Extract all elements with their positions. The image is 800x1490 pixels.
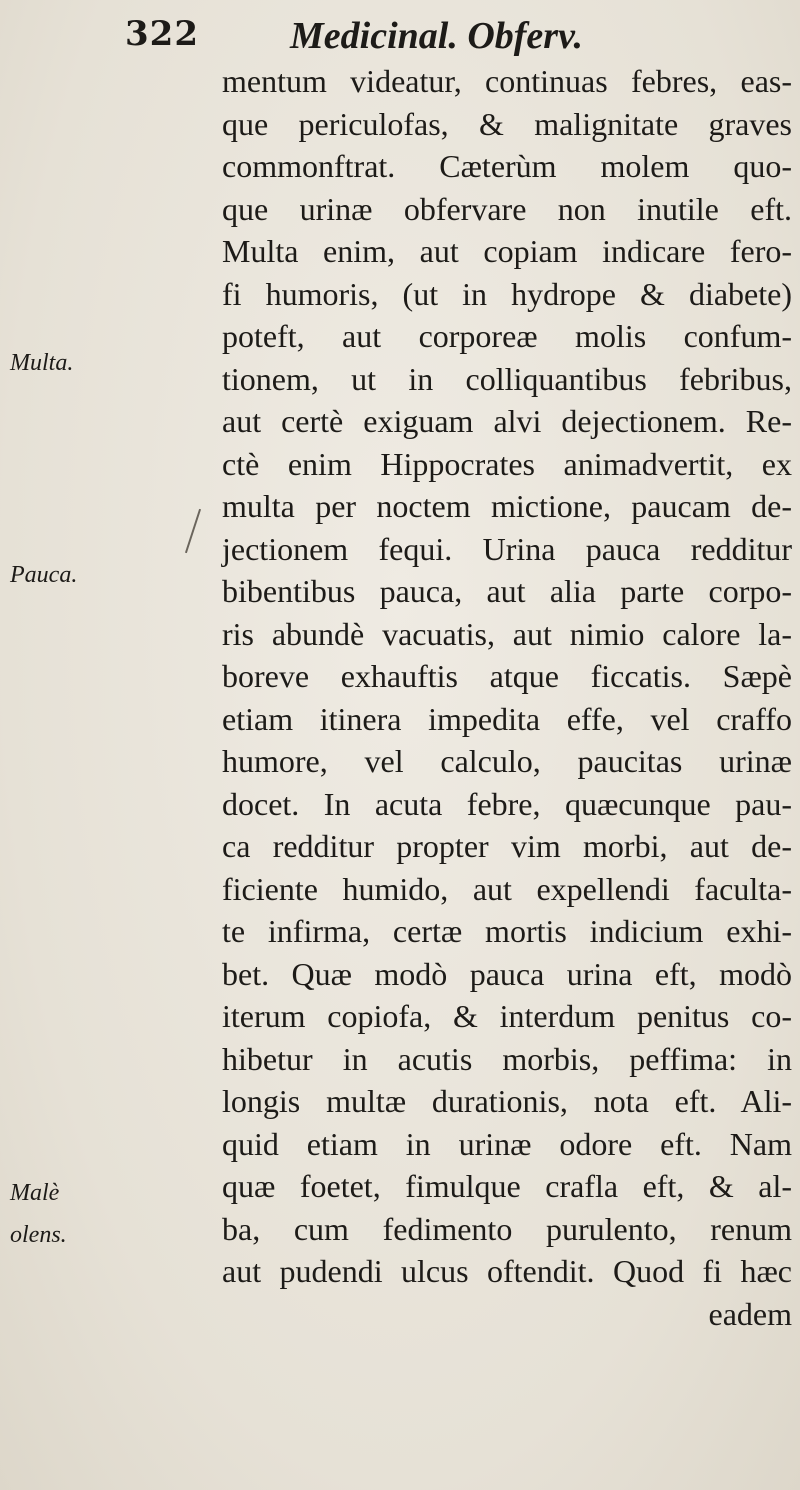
running-title: Medicinal. Obferv.	[290, 15, 584, 57]
text-line: eadem	[708, 1295, 792, 1332]
text-line: quid etiam in urinæ odore eft. Nam	[222, 1125, 792, 1162]
text-line: boreve exhauftis atque ficcatis. Sæpè	[222, 658, 792, 694]
text-line: bet. Quæ modò pauca urina eft, modò	[222, 955, 792, 992]
marginal-note-olens: olens.	[10, 1222, 67, 1248]
text-line: jectionem fequi. Urina pauca redditur	[222, 530, 792, 567]
text-line: longis multæ durationis, nota eft. Ali-	[222, 1083, 792, 1119]
text-line: tionem, ut in colliquantibus febribus,	[222, 360, 792, 397]
text-line: commonftrat. Cæterùm molem quo-	[222, 148, 792, 184]
text-line: poteft, aut corporeæ molis confum-	[222, 318, 792, 354]
text-line: aut certè exiguam alvi dejectionem. Re-	[222, 403, 792, 439]
text-line: humore, vel calculo, paucitas urinæ	[222, 743, 792, 779]
margin-stroke-mark	[185, 509, 201, 553]
text-line: docet. In acuta febre, quæcunque pau-	[222, 785, 792, 822]
text-line: mentum videatur, continuas febres, eas-	[222, 63, 792, 99]
page-header	[125, 14, 725, 64]
body-text	[222, 60, 792, 1335]
text-line: que urinæ obfervare non inutile eft.	[222, 190, 792, 227]
text-line: Multa enim, aut copiam indicare fero-	[222, 233, 792, 269]
text-line: ficiente humido, aut expellendi faculta-	[222, 870, 792, 907]
text-line: fi humoris, (ut in hydrope & diabete)	[222, 275, 792, 312]
text-line: que periculofas, & malignitate graves	[222, 105, 792, 142]
text-line: ba, cum fedimento purulento, renum	[222, 1210, 792, 1247]
text-line: iterum copiofa, & interdum penitus co-	[222, 998, 792, 1034]
text-line: bibentibus pauca, aut alia parte corpo-	[222, 573, 792, 609]
marginal-note-pauca: Pauca.	[10, 562, 78, 588]
text-line: ris abundè vacuatis, aut nimio calore la-	[222, 615, 792, 652]
text-line: multa per noctem mictione, paucam de-	[222, 488, 792, 524]
text-line: aut pudendi ulcus oftendit. Quod fi hæc	[222, 1253, 792, 1289]
text-line: hibetur in acutis morbis, peffima: in	[222, 1040, 792, 1077]
page-number: 322	[125, 14, 199, 54]
marginal-note-male: Malè	[10, 1180, 60, 1206]
text-line: te infirma, certæ mortis indicium exhi-	[222, 913, 792, 949]
text-line: ctè enim Hippocrates animadvertit, ex	[222, 445, 792, 482]
text-line: etiam itinera impedita effe, vel craffo	[222, 700, 792, 737]
text-line: quæ foetet, fimulque crafla eft, & al-	[222, 1168, 792, 1204]
text-line: ca redditur propter vim morbi, aut de-	[222, 828, 792, 864]
marginal-note-multa: Multa.	[10, 350, 74, 376]
